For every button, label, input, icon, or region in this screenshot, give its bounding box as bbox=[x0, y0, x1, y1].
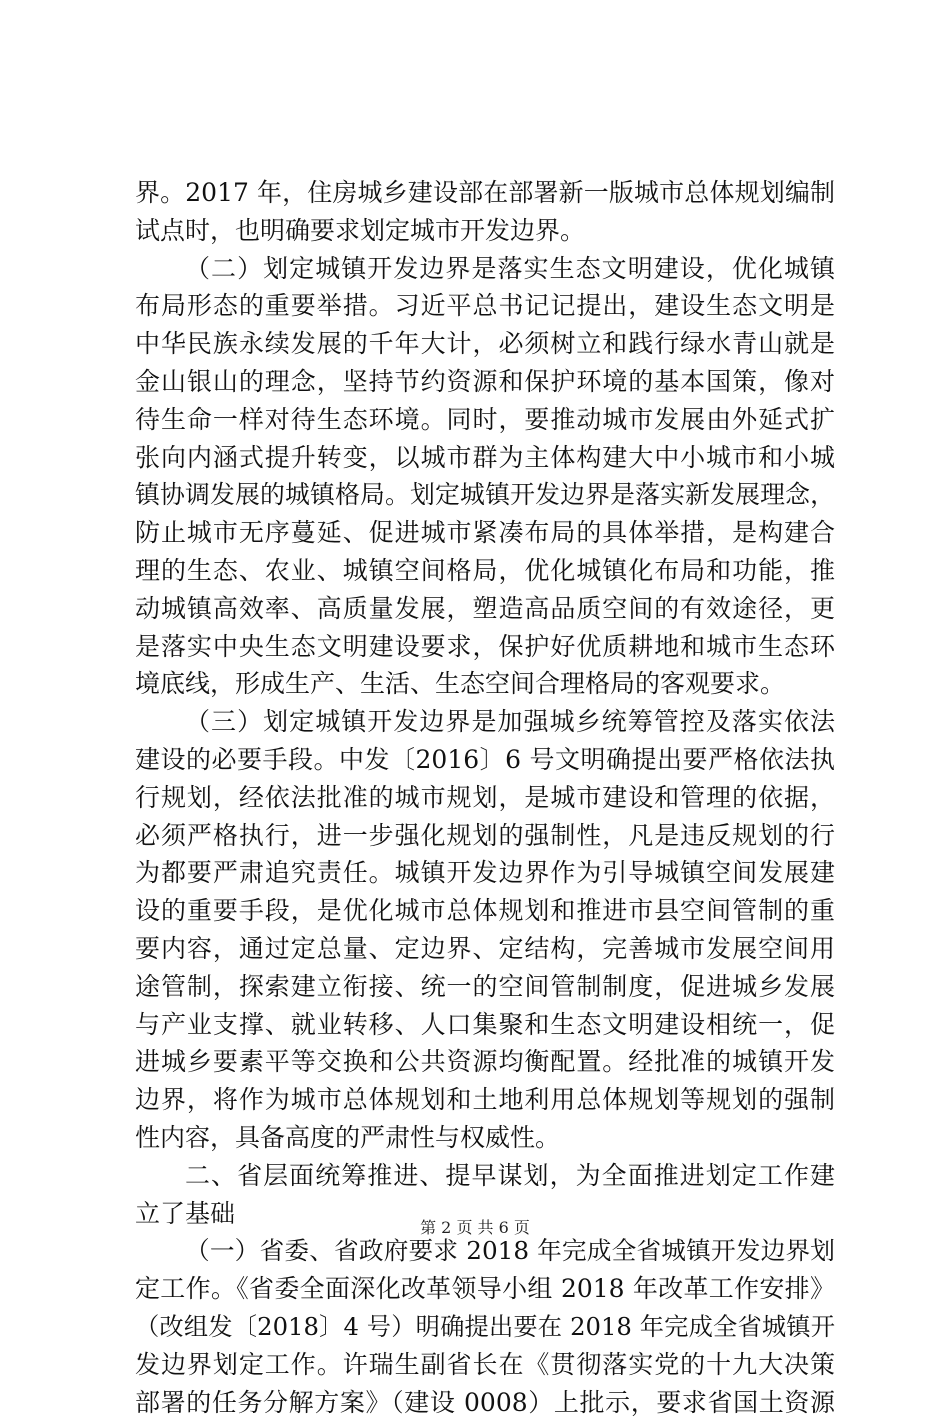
text-line: 二、省层面统筹推进、提早谋划，为全面推进划定工作建 bbox=[135, 1157, 835, 1195]
text-line: 防止城市无序蔓延、促进城市紧凑布局的具体举措，是构建合 bbox=[135, 514, 835, 552]
text-line: 定工作。《省委全面深化改革领导小组 2018 年改革工作安排》 bbox=[135, 1270, 835, 1308]
text-line: 动城镇高效率、高质量发展，塑造高品质空间的有效途径，更 bbox=[135, 590, 835, 628]
text-line: 必须严格执行，进一步强化规划的强制性，凡是违反规划的行 bbox=[135, 817, 835, 855]
text-line: 试点时，也明确要求划定城市开发边界。 bbox=[135, 212, 835, 250]
text-line: 布局形态的重要举措。习近平总书记记提出，建设生态文明是 bbox=[135, 287, 835, 325]
text-line: 境底线，形成生产、生活、生态空间合理格局的客观要求。 bbox=[135, 665, 835, 703]
text-line: 镇协调发展的城镇格局。划定城镇开发边界是落实新发展理念， bbox=[135, 476, 835, 514]
text-line: 界。2017 年，住房城乡建设部在部署新一版城市总体规划编制 bbox=[135, 174, 835, 212]
text-line: 金山银山的理念，坚持节约资源和保护环境的基本国策，像对 bbox=[135, 363, 835, 401]
text-line: （三）划定城镇开发边界是加强城乡统筹管控及落实依法 bbox=[135, 703, 835, 741]
text-line: 进城乡要素平等交换和公共资源均衡配置。经批准的城镇开发 bbox=[135, 1043, 835, 1081]
text-line: 要内容，通过定总量、定边界、定结构，完善城市发展空间用 bbox=[135, 930, 835, 968]
text-line: （一）省委、省政府要求 2018 年完成全省城镇开发边界划 bbox=[135, 1232, 835, 1270]
text-line: 为都要严肃追究责任。城镇开发边界作为引导城镇空间发展建 bbox=[135, 854, 835, 892]
text-line: 设的重要手段，是优化城市总体规划和推进市县空间管制的重 bbox=[135, 892, 835, 930]
text-line: （改组发〔2018〕4 号）明确提出要在 2018 年完成全省城镇开 bbox=[135, 1308, 835, 1346]
text-line: 行规划，经依法批准的城市规划，是城市建设和管理的依据， bbox=[135, 779, 835, 817]
text-line: 张向内涵式提升转变，以城市群为主体构建大中小城市和小城 bbox=[135, 439, 835, 477]
text-line: 中华民族永续发展的千年大计，必须树立和践行绿水青山就是 bbox=[135, 325, 835, 363]
text-line: 立了基础 bbox=[135, 1195, 835, 1233]
page-footer: 第 2 页 共 6 页 bbox=[0, 1218, 950, 1238]
text-line: 与产业支撑、就业转移、人口集聚和生态文明建设相统一，促 bbox=[135, 1006, 835, 1044]
text-line: 理的生态、农业、城镇空间格局，优化城镇化布局和功能，推 bbox=[135, 552, 835, 590]
text-line: 是落实中央生态文明建设要求，保护好优质耕地和城市生态环 bbox=[135, 628, 835, 666]
text-line: 建设的必要手段。中发〔2016〕6 号文明确提出要严格依法执 bbox=[135, 741, 835, 779]
text-line: 边界，将作为城市总体规划和土地利用总体规划等规划的强制 bbox=[135, 1081, 835, 1119]
text-line: 途管制，探索建立衔接、统一的空间管制制度，促进城乡发展 bbox=[135, 968, 835, 1006]
text-line: 性内容，具备高度的严肃性与权威性。 bbox=[135, 1119, 835, 1157]
text-line: 部署的任务分解方案》（建设 0008）上批示，要求省国土资源 bbox=[135, 1384, 835, 1421]
text-line: 发边界划定工作。许瑞生副省长在《贯彻落实党的十九大决策 bbox=[135, 1346, 835, 1384]
text-line: 待生命一样对待生态环境。同时，要推动城市发展由外延式扩 bbox=[135, 401, 835, 439]
text-line: （二）划定城镇开发边界是落实生态文明建设，优化城镇 bbox=[135, 250, 835, 288]
